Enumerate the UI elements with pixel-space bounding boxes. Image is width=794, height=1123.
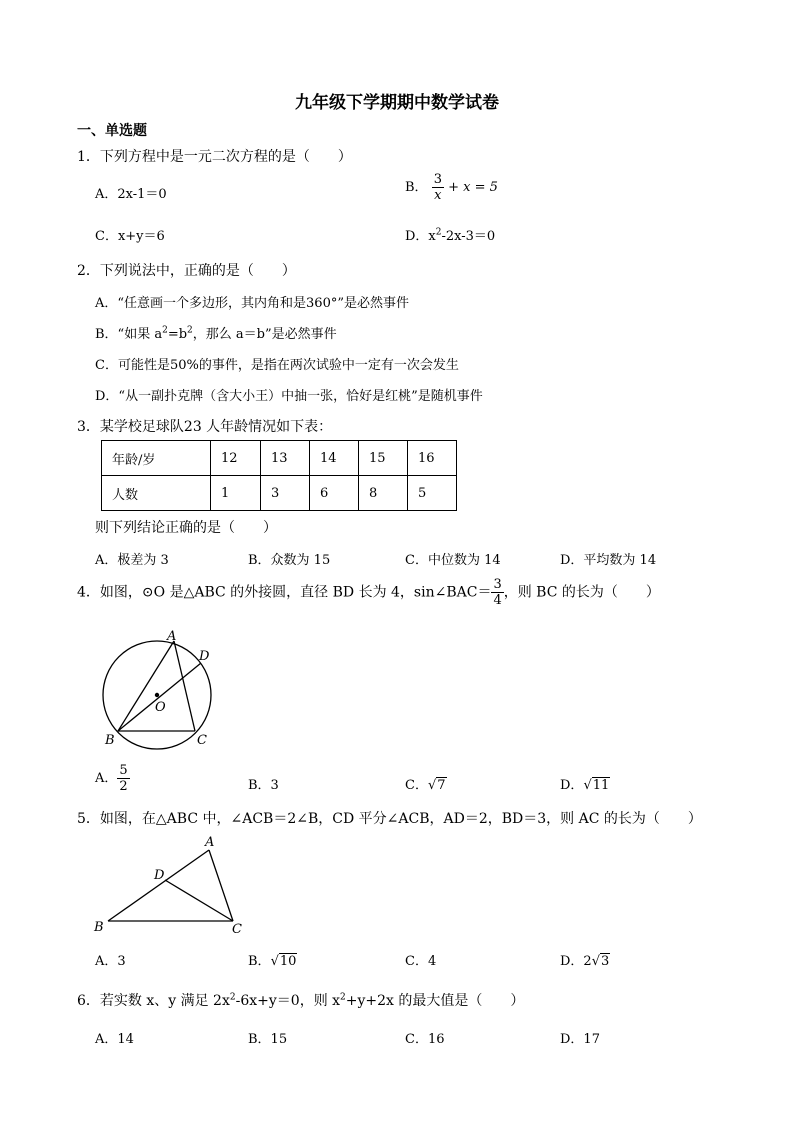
- table-cell: 年龄/岁: [102, 441, 211, 476]
- center-point: [155, 693, 159, 697]
- square-root: √7: [427, 778, 446, 793]
- fraction-numerator: 3: [433, 172, 442, 187]
- page-title: 九年级下学期期中数学试卷: [295, 93, 499, 113]
- label-a: A: [205, 835, 215, 850]
- question-4-option-a: [95, 763, 130, 794]
- option-d-part: -2x-3＝0: [441, 229, 496, 244]
- question-3-follow: 则下列结论正确的是（ ）: [95, 520, 277, 536]
- question-4-option-c: [405, 774, 447, 793]
- age-table: [101, 440, 457, 511]
- label-b: B: [105, 733, 115, 748]
- table-cell: 1: [211, 476, 261, 511]
- radicand: 7: [437, 778, 446, 793]
- question-2-stem: 2．下列说法中，正确的是（ ）: [77, 263, 296, 279]
- fraction-denominator: 4: [493, 593, 502, 608]
- label-c: C: [232, 922, 242, 937]
- table-cell: 5: [408, 476, 457, 511]
- square-root: √3: [591, 954, 610, 969]
- square-root: √10: [270, 954, 297, 969]
- label-d: D: [199, 649, 210, 664]
- label-c: C: [197, 733, 207, 748]
- question-1-option-b: [405, 172, 498, 203]
- table-cell: 3: [261, 476, 310, 511]
- segment-ba: [108, 850, 209, 921]
- label-b: B: [94, 920, 104, 935]
- superscript: 2: [340, 992, 346, 1003]
- table-cell: 6: [310, 476, 359, 511]
- table-cell: 人数: [102, 476, 211, 511]
- fraction-denominator: 2: [119, 779, 128, 794]
- option-d-label: D．: [560, 778, 584, 793]
- fraction-denominator: x: [434, 188, 442, 203]
- question-5-option-d: [560, 950, 610, 969]
- label-a: A: [167, 629, 177, 644]
- question-6-stem-part: +y+2x 的最大值是（ ）: [345, 993, 525, 1009]
- option-d-part: D．x: [405, 229, 436, 244]
- radicand: 3: [601, 954, 610, 969]
- segment-cd: [165, 880, 233, 921]
- fraction-numerator: 5: [119, 763, 128, 778]
- question-5-stem: 5．如图，在△ABC 中，∠ACB＝2∠B，CD 平分∠ACB，AD＝2，BD＝3，则 AC 的长为（ ）: [77, 811, 702, 827]
- circle-figure: [95, 625, 225, 750]
- segment-ac: [209, 850, 233, 921]
- question-1-option-a: A．2x-1＝0: [95, 187, 167, 202]
- table-cell: 15: [359, 441, 408, 476]
- option-b-expression: + x = 5: [448, 180, 498, 195]
- option-b-part: ，那么 a＝b”是必然事件: [192, 327, 337, 342]
- superscript: 2: [229, 992, 236, 1003]
- label-o: O: [155, 700, 166, 715]
- fraction: [117, 763, 129, 794]
- question-6-option-b: B．15: [248, 1032, 288, 1047]
- triangle-figure: [90, 832, 250, 937]
- square-root: √11: [583, 778, 610, 793]
- question-5-option-a: A．3: [95, 954, 126, 969]
- question-1-option-d: [405, 225, 495, 244]
- question-2-option-d: D．“从一副扑克牌（含大小王）中抽一张，恰好是红桃”是随机事件: [95, 389, 483, 404]
- table-cell: 12: [211, 441, 261, 476]
- question-6-option-c: C．16: [405, 1032, 445, 1047]
- option-b-part: =b: [167, 327, 188, 342]
- fraction: [491, 577, 503, 608]
- question-3-option-c: C．中位数为 14: [405, 553, 501, 568]
- question-4-option-d: [560, 774, 610, 793]
- segment-ab: [118, 641, 174, 731]
- question-2-option-c: C．可能性是50%的事件，是指在两次试验中一定有一次会发生: [95, 358, 459, 373]
- question-1-stem: 1．下列方程中是一元二次方程的是（ ）: [77, 149, 352, 165]
- question-6-stem-part: 6．若实数 x、y 满足 2x: [77, 993, 230, 1009]
- table-cell: 14: [310, 441, 359, 476]
- table-row: [102, 476, 457, 511]
- question-5-option-b: [248, 950, 297, 969]
- option-d-label: D．2: [560, 954, 592, 969]
- superscript: 2: [162, 325, 168, 336]
- question-2-option-a: A．“任意画一个多边形，其内角和是360°”是必然事件: [95, 296, 409, 311]
- question-6-option-a: A．14: [95, 1032, 134, 1047]
- option-a-label: A．: [95, 771, 118, 786]
- label-d: D: [154, 868, 165, 883]
- diameter-bd: [118, 663, 201, 731]
- option-b-label: B．: [405, 180, 428, 195]
- superscript: 2: [187, 325, 193, 336]
- section-heading: 一、单选题: [77, 123, 147, 139]
- question-2-option-b: [95, 323, 337, 342]
- question-3-option-b: B．众数为 15: [248, 553, 331, 568]
- table-cell: 16: [408, 441, 457, 476]
- table-row: [102, 441, 457, 476]
- question-3-option-a: A．极差为 3: [95, 553, 169, 568]
- question-1-option-c: C．x+y＝6: [95, 229, 165, 244]
- radicand: 10: [279, 954, 297, 969]
- question-3-stem: 3．某学校足球队23 人年龄情况如下表：: [77, 419, 333, 435]
- fraction-numerator: 3: [493, 577, 502, 592]
- option-b-part: B．“如果 a: [95, 327, 163, 342]
- superscript: 2: [435, 227, 442, 238]
- question-4-stem-part: 4．如图，⊙O 是△ABC 的外接圆，直径 BD 长为 4，sin∠BAC＝: [77, 584, 492, 601]
- question-6-stem-part: -6x+y＝0，则 x: [235, 993, 341, 1009]
- table-cell: 13: [261, 441, 310, 476]
- question-4-stem-part: ，则 BC 的长为（ ）: [503, 584, 660, 601]
- question-6-stem: [77, 990, 524, 1010]
- question-3-option-d: D．平均数为 14: [560, 553, 657, 568]
- fraction: [432, 172, 444, 203]
- question-6-option-d: D．17: [560, 1032, 600, 1047]
- question-4-option-b: B．3: [248, 778, 279, 793]
- option-c-label: C．: [405, 778, 428, 793]
- option-b-label: B．: [248, 954, 271, 969]
- question-4-stem: [77, 577, 660, 608]
- radicand: 11: [592, 778, 610, 793]
- question-5-option-c: C．4: [405, 954, 437, 969]
- table-cell: 8: [359, 476, 408, 511]
